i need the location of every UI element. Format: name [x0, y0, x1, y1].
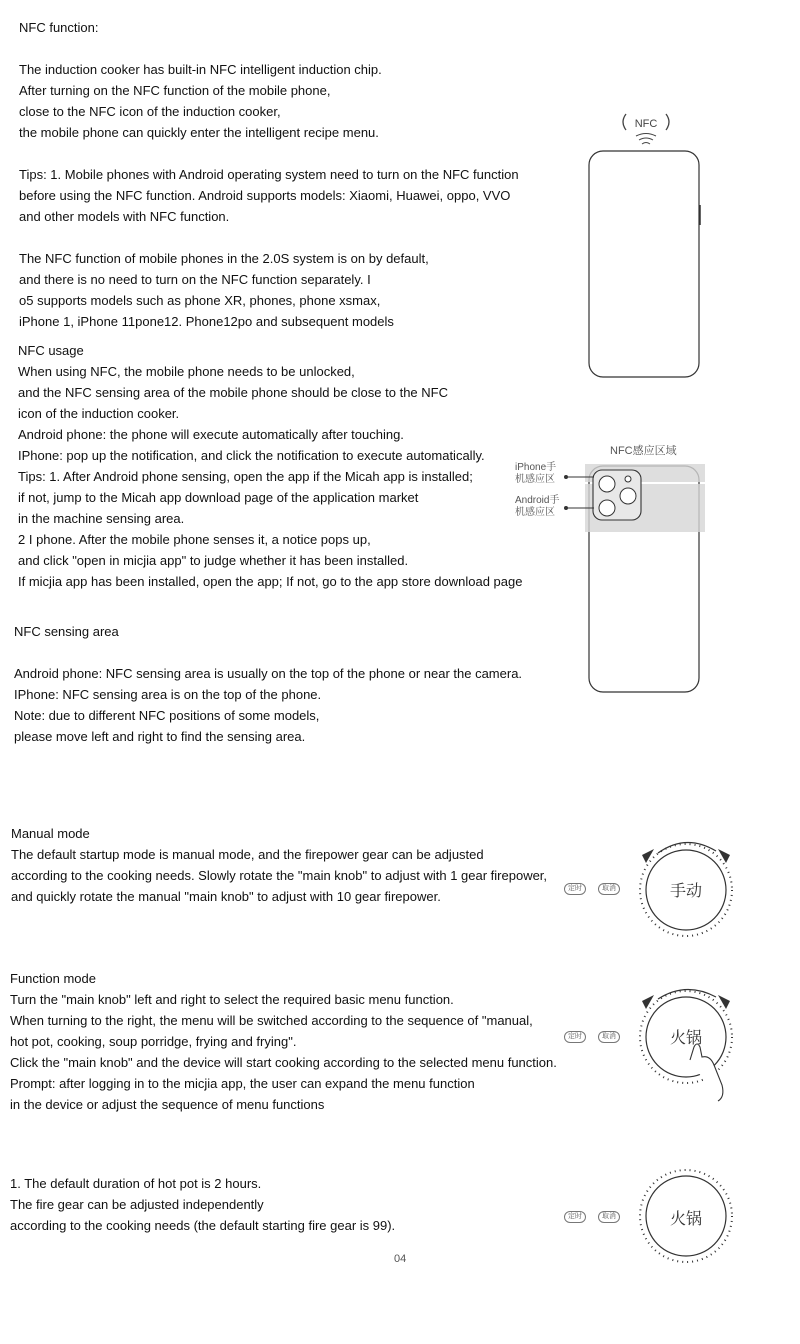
nfc-sensing-title: NFC sensing area: [14, 624, 119, 639]
nfc-icon-label: NFC: [634, 118, 658, 130]
timer-button: 定时: [564, 883, 586, 895]
nfc-sensing-text: Android phone: NFC sensing area is usually on the top of the phone or near the camera. IPhone: NFC sensing area is on the top of the phone. Note: due to different NFC positions of some models, please move left and right to find the sensing area.: [14, 666, 523, 744]
phone-outline-icon: [588, 150, 702, 380]
cancel-button: 取消: [598, 1211, 620, 1223]
manual-mode-title: Manual mode: [11, 826, 90, 841]
hot-pot-knob-label: 火锅: [670, 1211, 703, 1228]
nfc-sensing-diagram-title: NFC感应区域: [610, 445, 677, 457]
hot-pot-text: 1. The default duration of hot pot is 2 hours. The fire gear can be adjusted independently according to the cooking needs (the default starting fire gear is 99).: [10, 1176, 396, 1233]
page-number: 04: [394, 1253, 407, 1265]
nfc-usage-text: When using NFC, the mobile phone needs to be unlocked, and the NFC sensing area of the mobile phone should be close to the NFC icon of the induction cooker. Android phone: the phone will execute automatically after touching. IPhone: pop up the notification, and click the notification to execute automatically. Tips: 1. After Android phone sensing, open the app if the Micah app is installed; if not, jump to the Micah app download page of the application market in the machine sensing area. 2 I phone. After the mobile phone senses it, a notice pops up, and click "open in micjia app" to judge whether it has been installed. If micjia app has been installed, open the app; If not, go to the app store download page: [18, 364, 523, 589]
nfc-signal-icon: [600, 108, 730, 148]
cancel-button: 取消: [598, 1031, 620, 1043]
nfc-intro-text: The induction cooker has built-in NFC intelligent induction chip. After turning on the NFC function of the mobile phone, close to the NFC icon of the induction cooker, the mobile phone can quickly enter the intelligent recipe menu.: [19, 62, 382, 140]
sensing-pointer-lines: [562, 470, 602, 520]
android-sensing-label: Android手 机感应区: [515, 495, 560, 518]
manual-mode-text: The default startup mode is manual mode, and the firepower gear can be adjusted according to the cooking needs. Slowly rotate the "main knob" to adjust with 1 gear firepower, and quickly rotate the manual "main knob" to adjust with 10 gear firepower.: [11, 847, 548, 904]
timer-button: 定时: [564, 1211, 586, 1223]
timer-button: 定时: [564, 1031, 586, 1043]
function-knob-label: 火锅: [670, 1030, 703, 1047]
function-mode-title: Function mode: [10, 971, 96, 986]
nfc-function-title: NFC function:: [19, 20, 99, 35]
manual-knob-label: 手动: [670, 883, 703, 900]
cancel-button: 取消: [598, 883, 620, 895]
nfc-usage-title: NFC usage: [18, 343, 84, 358]
nfc-tips-text: Tips: 1. Mobile phones with Android operating system need to turn on the NFC function before using the NFC function. Android supports models: Xiaomi, Huawei, oppo, VVO and other models with NFC function.: [19, 167, 519, 224]
nfc-ios-text: The NFC function of mobile phones in the 2.0S system is on by default, and there is no need to turn on the NFC function separately. I o5 supports models such as phone XR, phones, phone xsmax, iPhone 1, iPhone 11pone12. Phone12po and subsequent models: [19, 251, 429, 329]
function-mode-text: Turn the "main knob" left and right to select the required basic menu function. When turning to the right, the menu will be switched according to the sequence of "manual, hot pot, cooking, soup porridge, frying and frying". Click the "main knob" and the device will start cooking according to the selected menu function. Prompt: after logging in to the micjia app, the user can expand the menu function in the device or adjust the sequence of menu functions: [10, 992, 557, 1112]
phone-back-diagram: [585, 462, 705, 697]
iphone-sensing-label: iPhone手 机感应区: [515, 462, 557, 485]
